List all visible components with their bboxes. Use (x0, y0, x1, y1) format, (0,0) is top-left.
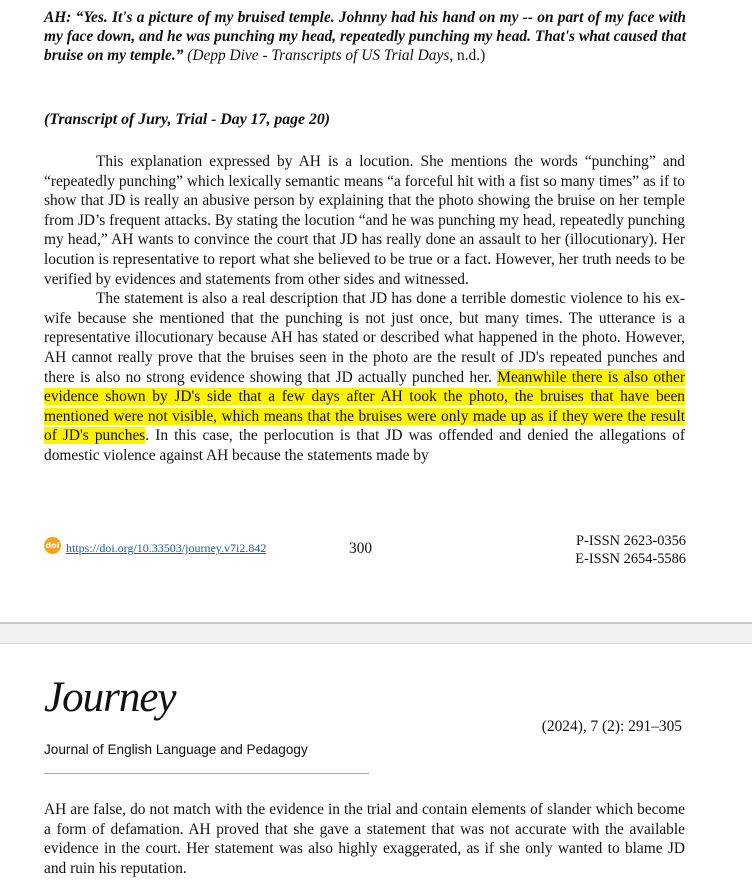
paragraph-continuation: AH are false, do not match with the evidence in the trial and contain elements of slander which become a form of defamation. AH proved that she gave a statement that was not accurate with the available evidence in the court. Her statement was also highly exaggerated, as if she only wanted to blame JD and ruin his reputation. (44, 801, 685, 877)
transcript-reference: (Transcript of Jury, Trial - Day 17, page 20) (44, 111, 331, 128)
highlighted-text: Meanwhile there is also other evidence shown by JD's side that a few days after AH took the photo, the bruises that have been mentioned were not visible, which means that the bruises were only made up as if they were the result of JD's punches (44, 368, 685, 445)
journal-subtitle: Journal of English Language and Pedagogy (44, 742, 308, 757)
paragraph-description (44, 289, 685, 465)
journal-logo: Journey (44, 674, 176, 721)
header-rule (44, 773, 369, 774)
paragraph-description-start: The statement is also a real description that JD has done a terrible domestic violence to his ex-wife because she mentioned that the punching is not just once, but many times. The utterance is a representative illocutionary because AH has stated or described what happened in the photo. However, AH cannot really prove that the bruises seen in the photo are the result of JD's repeated punches and there is also no strong evidence showing that JD actually punched her. (44, 290, 685, 386)
analysis-text (44, 152, 685, 466)
block-quote (44, 8, 686, 65)
volume-info: (2024), 7 (2): 291–305 (541, 718, 682, 735)
page-separator (0, 622, 752, 644)
page-footer (44, 532, 686, 572)
quote-text: AH: “Yes. It's a picture of my bruised temple. Johnny had his hand on my -- on part of my face with my face down, and he was punching my head, repeatedly punching my head. That's what caused that bruise on my temple.” (44, 9, 686, 64)
quote-source-year: , n.d.) (449, 47, 486, 64)
paragraph-description-end: . In this case, the perlocution is that JD was offended and denied the allegations of domestic violence against AH because the statements made by (44, 427, 685, 464)
p-issn: P-ISSN 2623-0356 (576, 533, 686, 549)
e-issn: E-ISSN 2654-5586 (575, 551, 686, 567)
doi-link[interactable]: https://doi.org/10.33503/journey.v7i2.842 (66, 541, 267, 555)
page-number: 300 (349, 540, 373, 557)
quote-source: (Depp Dive - Transcripts of US Trial Days (187, 47, 450, 64)
issn-block (575, 532, 686, 568)
page-301 (0, 644, 752, 888)
paragraph-locution: This explanation expressed by AH is a locution. She mentions the words “punching” and “repeatedly punching” which lexically semantic means “a forceful hit with a fist so many times” as if to show that JD is really an abusive person by explaining that the photo showing the bruise on her temple from JD’s frequent attacks. By stating the locution “and he was punching my head, repeatedly punching my head,” AH wants to convince the court that JD has really done an assault to her (illocutionary). Her locution is representative to report what she believed to be true or a fact. However, her truth needs to be verified by evidences and statements from other sides and witnessed. (44, 153, 685, 288)
doi-icon: doi (44, 537, 61, 554)
